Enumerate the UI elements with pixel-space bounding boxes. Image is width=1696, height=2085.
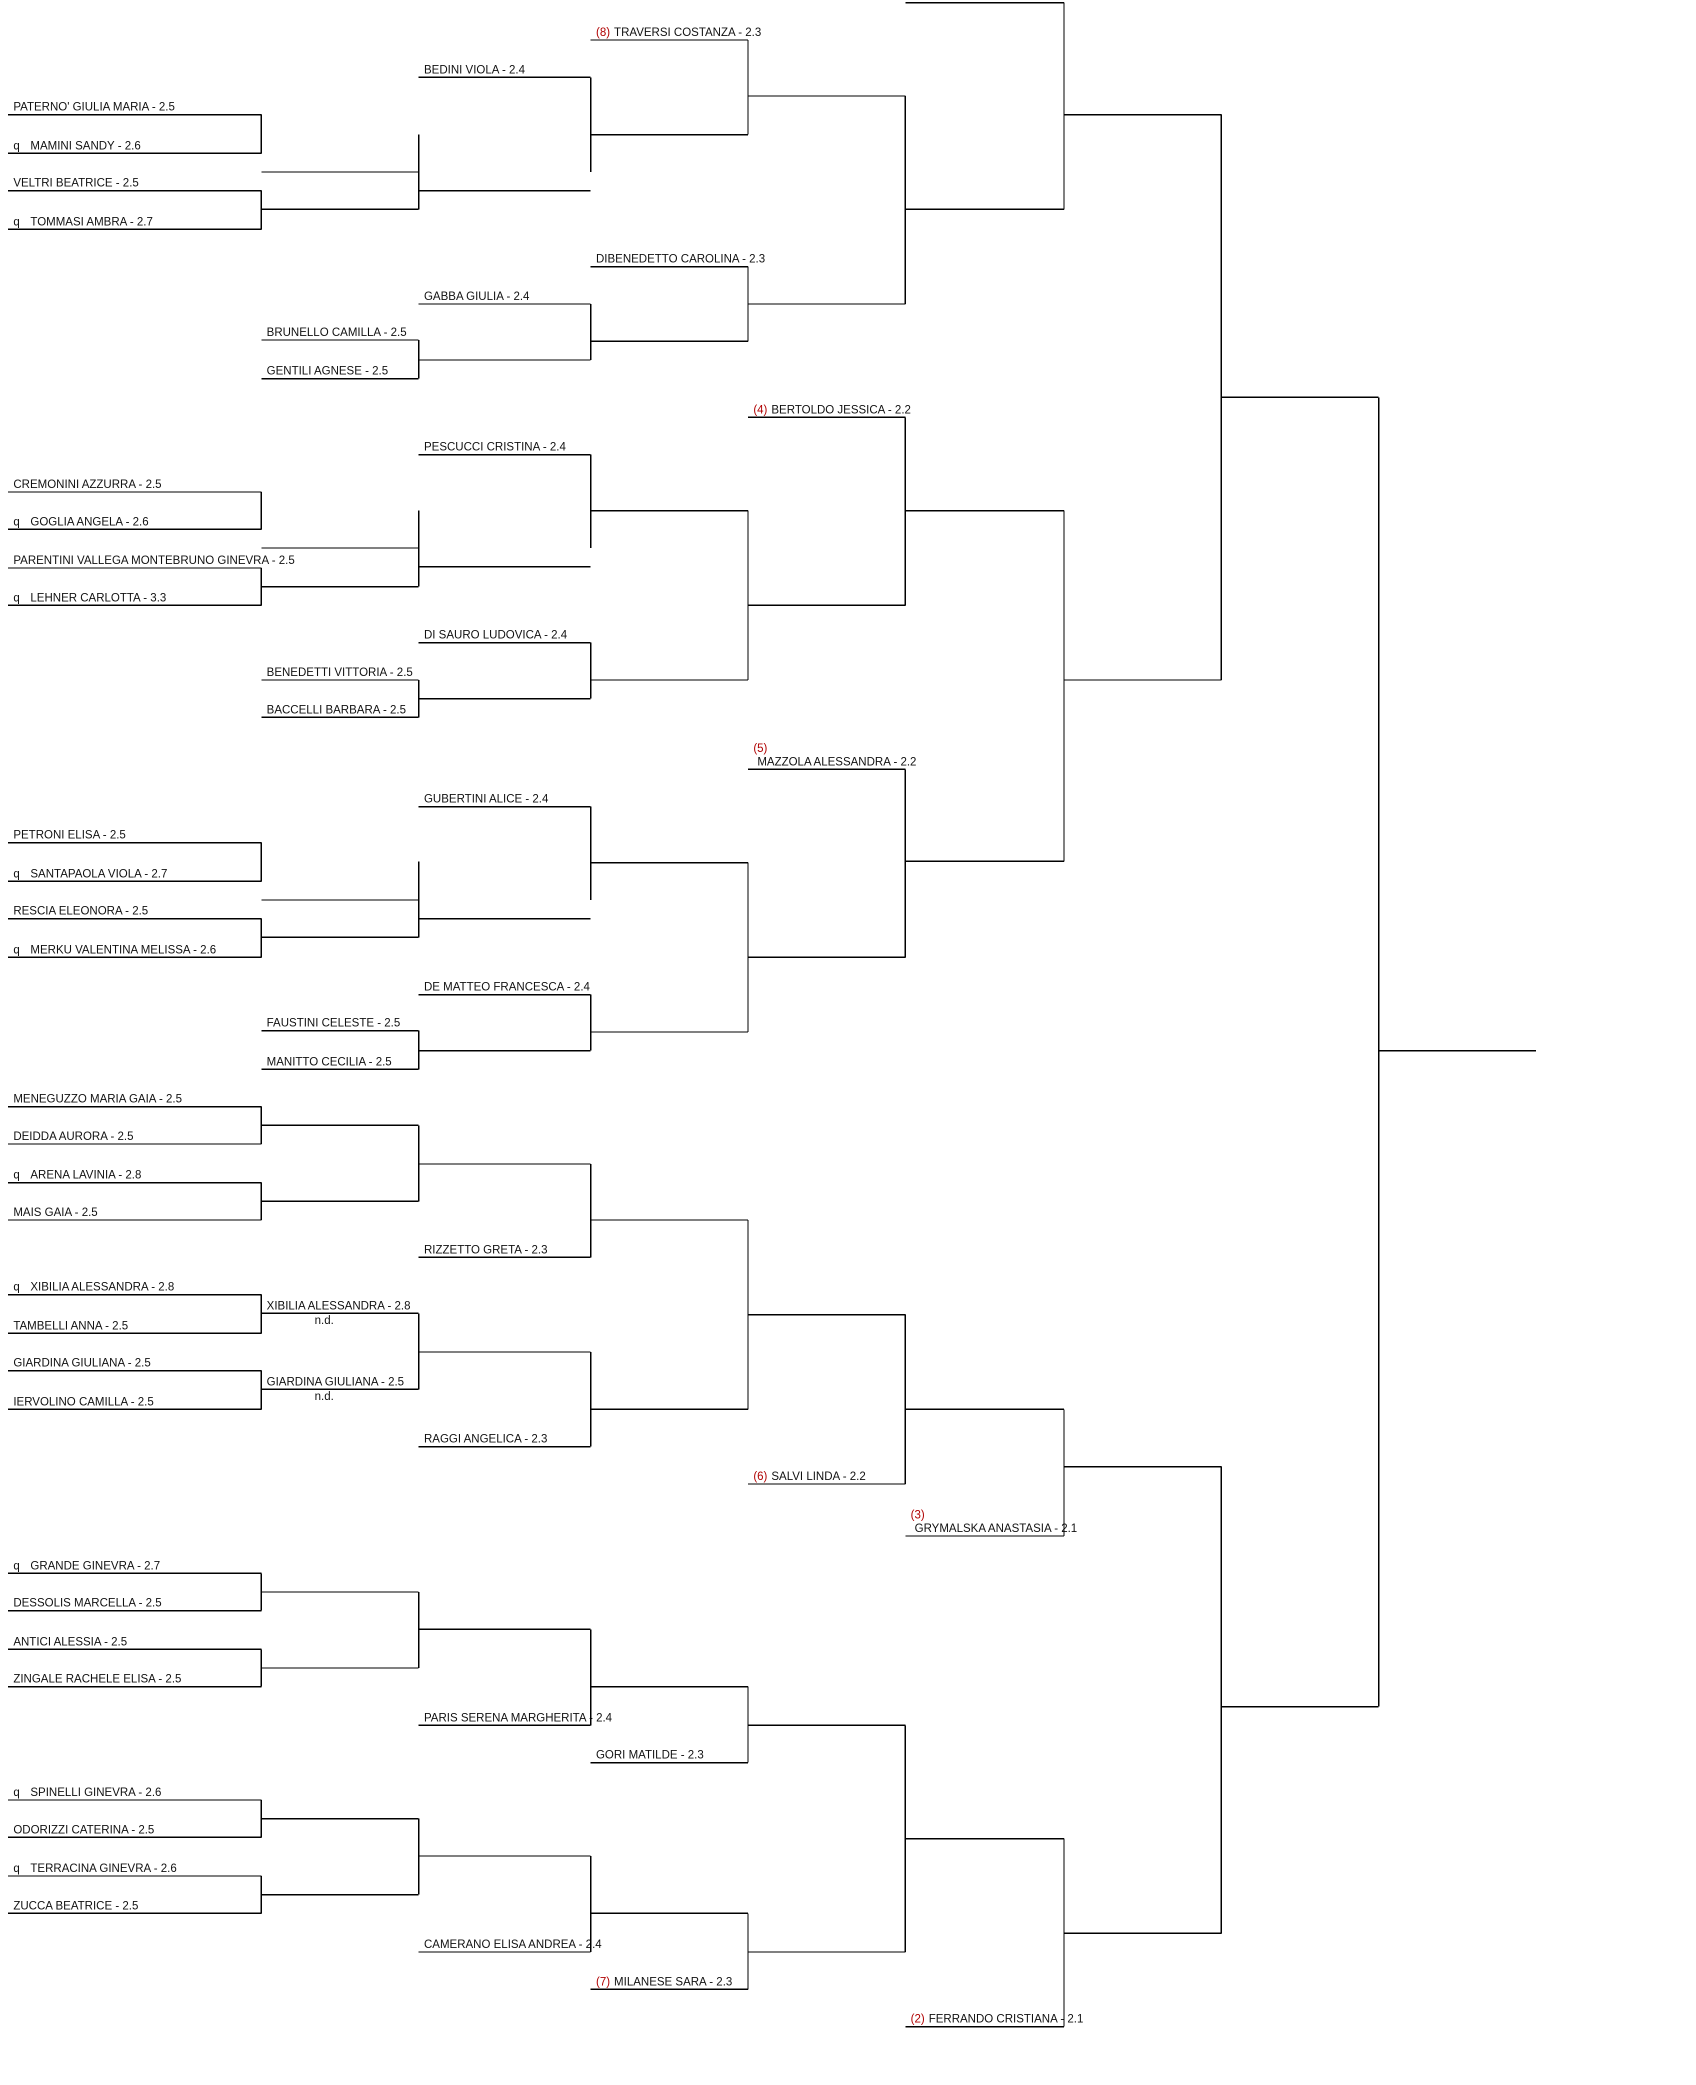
player-entry [596, 27, 761, 39]
player-entry [13, 1320, 128, 1332]
player-name: BEDINI VIOLA - 2.4 [423, 64, 525, 77]
qualifier-mark: q [13, 1862, 20, 1875]
player-entry [13, 1282, 174, 1294]
player-entry [753, 404, 911, 416]
player-entry [911, 2014, 1084, 2026]
player-entry [915, 0, 1084, 2]
player-name: BERTOLDO JESSICA - 2.2 [771, 404, 911, 417]
player-entry [596, 254, 765, 266]
player-entry [424, 64, 526, 76]
player-name: GRANDE GINEVRA - 2.7 [30, 1560, 161, 1573]
score-note: n.d. [314, 1390, 334, 1403]
player-name: RESCIA ELEONORA - 2.5 [13, 905, 149, 918]
player-name: GENTILI AGNESE - 2.5 [266, 365, 389, 378]
player-entry [13, 479, 161, 491]
qualifier-mark: q [13, 868, 20, 881]
player-name: XIBILIA ALESSANDRA - 2.8 [266, 1300, 411, 1313]
player-entry [267, 1376, 404, 1388]
seed-number: (8) [595, 26, 611, 39]
player-entry [424, 291, 530, 303]
player-name: IERVOLINO CAMILLA - 2.5 [13, 1396, 154, 1409]
player-entry [13, 1396, 153, 1408]
player-entry [13, 1358, 150, 1370]
player-entry [424, 1712, 613, 1724]
player-entry [424, 630, 568, 642]
player-name: FAUSTINI CELESTE - 2.5 [266, 1017, 401, 1030]
player-name: MANITTO CECILIA - 2.5 [266, 1056, 392, 1069]
player-entry [424, 1244, 548, 1256]
player-name: GUBERTINI ALICE - 2.4 [423, 793, 549, 806]
player-name: MERKU VALENTINA MELISSA - 2.6 [30, 944, 217, 957]
player-entry [424, 442, 566, 454]
player-entry [757, 756, 916, 768]
qualifier-mark: q [13, 944, 20, 957]
player-entry [13, 216, 153, 228]
player-name: CAMERANO ELISA ANDREA - 2.4 [423, 1938, 602, 1951]
player-name: PESCUCCI CRISTINA - 2.4 [423, 441, 566, 454]
player-entry [13, 1636, 127, 1648]
player-entry [13, 1787, 161, 1799]
player-name: SANTAPAOLA VIOLA - 2.7 [30, 868, 168, 881]
player-name: PARENTINI VALLEGA MONTEBRUNO GINEVRA - 2.5 [13, 554, 295, 567]
player-entry [13, 1560, 160, 1572]
player-name: SPINELLI GINEVRA - 2.6 [30, 1786, 162, 1799]
player-name: RAGGI ANGELICA - 2.3 [423, 1433, 548, 1446]
player-name: BRUNELLO CAMILLA - 2.5 [266, 326, 407, 339]
qualifier-mark: q [13, 516, 20, 529]
player-name: GIARDINA GIULIANA - 2.5 [13, 1357, 151, 1370]
player-entry [915, 1523, 1078, 1535]
player-entry [13, 830, 125, 842]
score-note: n.d. [314, 1314, 334, 1327]
player-name: GIARDINA GIULIANA - 2.5 [266, 1376, 405, 1389]
player-name: PATERNO' GIULIA MARIA - 2.5 [13, 101, 175, 114]
player-name: GORI MATILDE - 2.3 [595, 1749, 704, 1762]
player-name: ZINGALE RACHELE ELISA - 2.5 [13, 1673, 182, 1686]
player-entry [13, 1131, 133, 1143]
player-entry [13, 906, 148, 918]
player-entry [13, 1863, 176, 1875]
qualifier-mark: q [13, 1169, 20, 1182]
player-entry [267, 366, 388, 378]
player-entry [267, 327, 407, 339]
player-entry [13, 868, 167, 880]
player-name: RIZZETTO GRETA - 2.3 [423, 1244, 548, 1257]
player-name: ODORIZZI CATERINA - 2.5 [13, 1824, 155, 1837]
player-entry [267, 704, 406, 716]
qualifier-mark: q [13, 592, 20, 605]
player-name: MAIS GAIA - 2.5 [13, 1206, 98, 1219]
player-entry [13, 178, 138, 190]
player-entry [13, 592, 166, 604]
player-name: TAMBELLI ANNA - 2.5 [13, 1320, 129, 1333]
player-name: DE MATTEO FRANCESCA - 2.4 [423, 981, 590, 994]
player-name: MAMINI SANDY - 2.6 [30, 140, 141, 153]
player-name: VELTRI BEATRICE - 2.5 [13, 177, 139, 190]
player-entry [267, 1056, 392, 1068]
player-entry [424, 794, 549, 806]
player-name: MENEGUZZO MARIA GAIA - 2.5 [13, 1093, 183, 1106]
player-entry [13, 944, 216, 956]
seed-number: (4) [753, 404, 768, 417]
player-entry [267, 1300, 411, 1312]
player-name: MAZZOLA ALESSANDRA - 2.2 [757, 756, 917, 769]
seed-number: (3) [910, 1509, 925, 1522]
player-entry [13, 1900, 138, 1912]
player-name: DI SAURO LUDOVICA - 2.4 [423, 629, 568, 642]
player-name: BACCELLI BARBARA - 2.5 [266, 704, 407, 717]
player-entry [596, 1976, 732, 1988]
qualifier-mark: q [13, 1786, 20, 1799]
player-entry [753, 1471, 865, 1483]
player-name: SALVI LINDA - 2.2 [771, 1470, 866, 1483]
player-name: ARENA LAVINIA - 2.8 [30, 1169, 142, 1182]
player-entry [13, 1824, 154, 1836]
qualifier-mark: q [13, 216, 20, 229]
player-entry [424, 1434, 547, 1446]
player-name: DIBENEDETTO CAROLINA - 2.3 [595, 253, 766, 266]
qualifier-mark: q [13, 1281, 20, 1294]
qualifier-mark: q [13, 1560, 20, 1573]
player-entry [13, 1598, 161, 1610]
player-entry [13, 1674, 181, 1686]
player-name: PARIS SERENA MARGHERITA - 2.4 [423, 1712, 613, 1725]
player-name [915, 0, 1084, 2]
player-name: TRAVERSI COSTANZA - 2.3 [614, 26, 762, 39]
player-entry [13, 1170, 141, 1182]
player-name: CREMONINI AZZURRA - 2.5 [13, 478, 162, 491]
player-name: ANTICI ALESSIA - 2.5 [13, 1636, 128, 1649]
player-name: GOGLIA ANGELA - 2.6 [30, 516, 149, 529]
player-name: TOMMASI AMBRA - 2.7 [30, 216, 153, 229]
qualifier-mark: q [13, 140, 20, 153]
player-name: MILANESE SARA - 2.3 [614, 1976, 733, 1989]
player-entry [267, 667, 413, 679]
player-entry [267, 1018, 401, 1030]
seed-number: (5) [753, 742, 768, 755]
player-entry [13, 1207, 97, 1219]
player-name: TERRACINA GINEVRA - 2.6 [30, 1862, 177, 1875]
player-entry [13, 555, 294, 567]
player-name: DESSOLIS MARCELLA - 2.5 [13, 1597, 162, 1610]
player-entry [13, 516, 148, 528]
player-entry [13, 102, 175, 114]
player-name: PETRONI ELISA - 2.5 [13, 829, 126, 842]
player-name: GABBA GIULIA - 2.4 [423, 290, 530, 303]
player-name: DEIDDA AURORA - 2.5 [13, 1130, 134, 1143]
player-name: GRYMALSKA ANASTASIA - 2.1 [914, 1522, 1078, 1535]
player-entry [424, 1939, 602, 1951]
seed-number: (2) [910, 2013, 925, 2026]
player-name: XIBILIA ALESSANDRA - 2.8 [30, 1281, 175, 1294]
player-entry [424, 982, 591, 994]
player-name: LEHNER CARLOTTA - 3.3 [30, 592, 167, 605]
player-entry [596, 1750, 704, 1762]
player-name: FERRANDO CRISTIANA - 2.1 [928, 2013, 1084, 2026]
seed-number: (7) [595, 1976, 611, 1989]
player-name: ZUCCA BEATRICE - 2.5 [13, 1900, 139, 1913]
player-entry [13, 140, 140, 152]
seed-number: (6) [753, 1470, 768, 1483]
player-entry [13, 1094, 182, 1106]
player-name: BENEDETTI VITTORIA - 2.5 [266, 666, 413, 679]
